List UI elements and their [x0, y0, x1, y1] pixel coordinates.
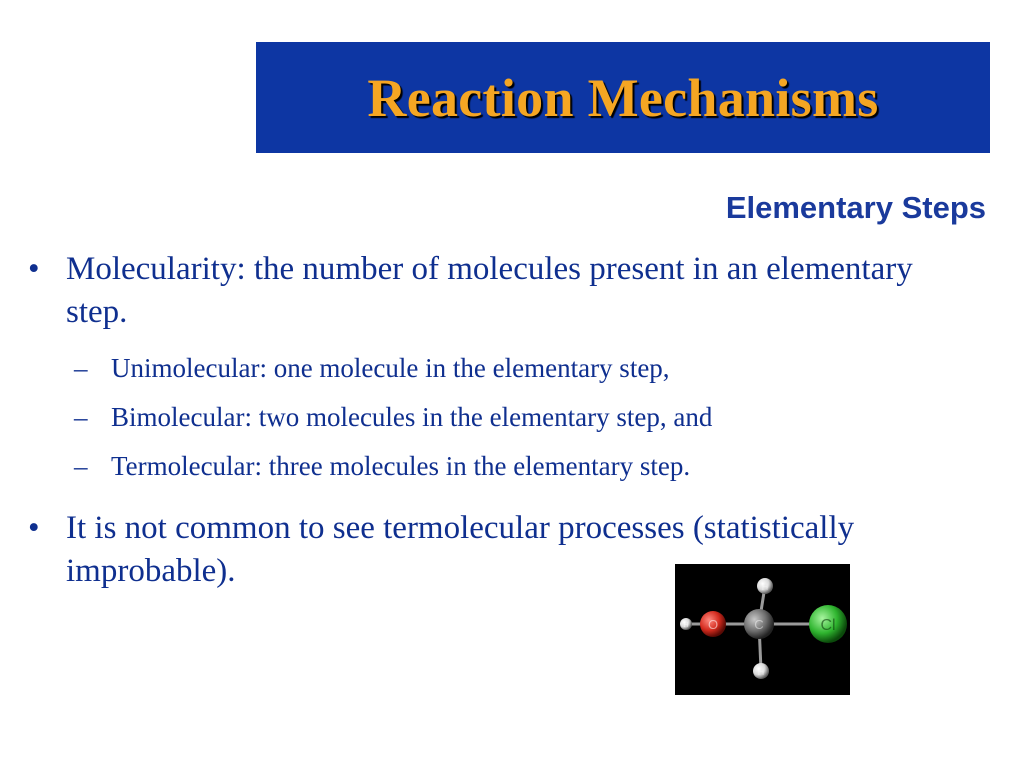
atom-label: H: [757, 667, 765, 677]
dash-marker: –: [74, 451, 88, 481]
dash-marker: –: [74, 402, 88, 432]
sub-bullet-item: [28, 393, 928, 442]
molecule-image: [675, 564, 850, 695]
sub-bullet-text: Termolecular: three molecules in the elementary step.: [111, 451, 691, 481]
sub-bullet-item: [28, 442, 928, 491]
bullet-marker: •: [28, 510, 40, 546]
atom-label: C: [754, 617, 764, 632]
bullet-list: [28, 248, 928, 593]
bullet-marker: •: [28, 251, 40, 287]
atom-label: Cl: [820, 617, 836, 634]
atom-label: O: [707, 617, 719, 632]
slide-title: Reaction Mechanisms: [367, 67, 879, 128]
bullet-text: It is not common to see termolecular processes (statistically improbable).: [66, 510, 855, 589]
sub-bullet-item: [28, 344, 928, 393]
sub-bullet-text: Unimolecular: one molecule in the elementary step,: [111, 353, 670, 383]
dash-marker: –: [74, 353, 88, 383]
slide-subtitle: Elementary Steps: [725, 190, 986, 225]
bullet-item: [28, 248, 928, 334]
atom-label: H: [683, 622, 689, 629]
sub-bullet-list: [28, 344, 928, 491]
molecule-model-icon: [675, 564, 850, 695]
bullet-text: Molecularity: the number of molecules present in an elementary step.: [66, 251, 913, 330]
title-banner: [256, 42, 990, 153]
atom-label: H: [761, 582, 769, 592]
sub-bullet-text: Bimolecular: two molecules in the elementary step, and: [111, 402, 713, 432]
